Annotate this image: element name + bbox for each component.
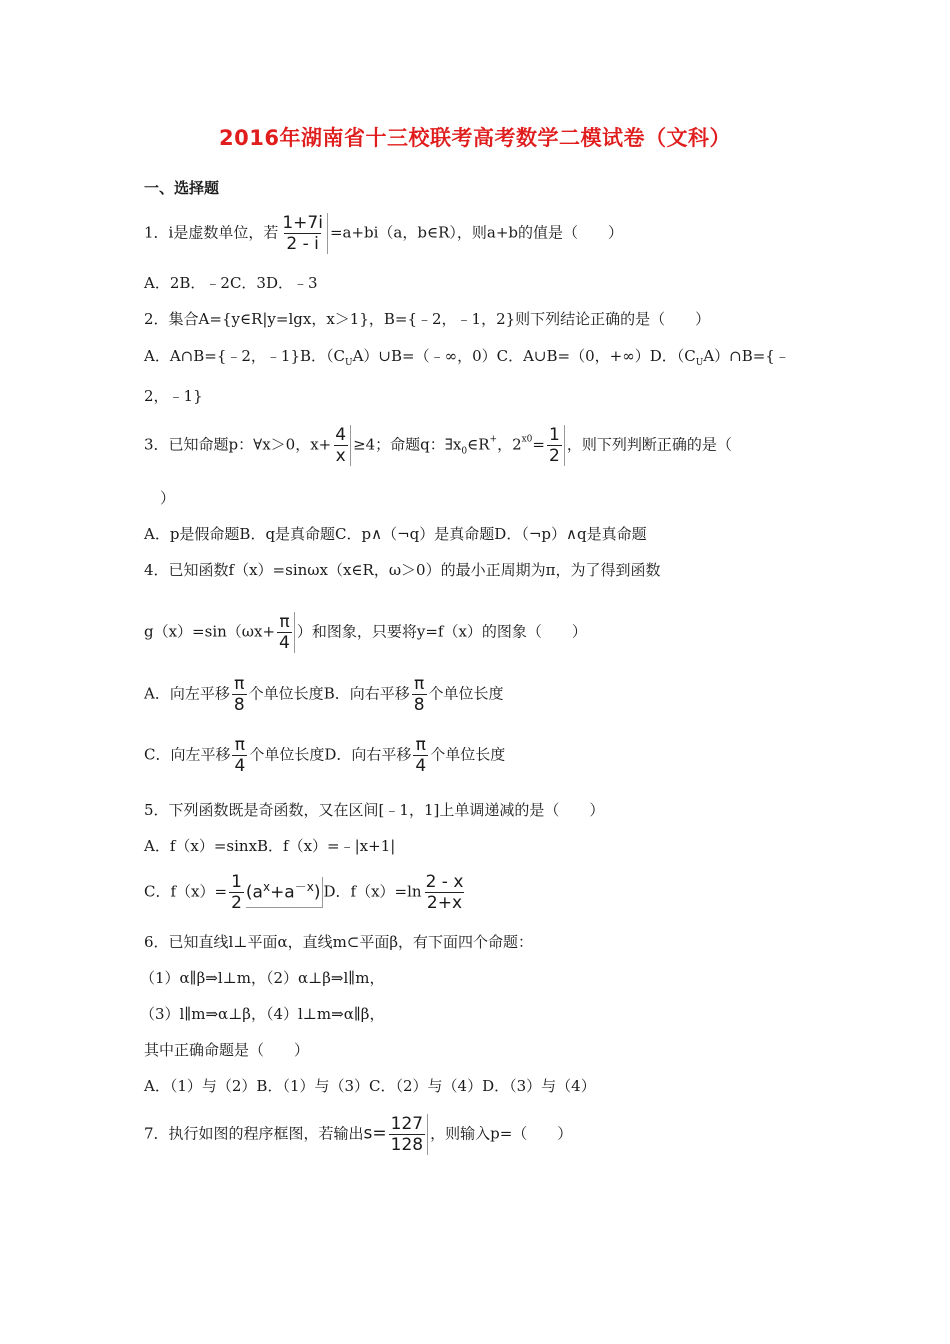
question-6-options: A．（1）与（2）B．（1）与（3）C．（2）与（4）D．（3）与（4）: [144, 1077, 596, 1095]
question-1: 1．i是虚数单位，若 $\frac{1+7i}{2 - i}$ =a+bi（a，b∈R），则a+b的值是（ ）: [144, 213, 623, 254]
question-2: 2．集合A={y∈R|y=lgx，x＞1}，B={﹣2，﹣1，2}则下列结论正确的是（ ）: [144, 310, 711, 328]
question-6-line1: （1）α∥β⇒l⊥m，（2）α⊥β⇒l∥m，: [140, 969, 385, 987]
question-7: 7．执行如图的程序框图，若输出s= $\frac{127}{128}$ ，则输入p=（ ）: [144, 1114, 573, 1155]
fraction: $\frac{\pi}{8}$: [413, 674, 425, 715]
question-4-cont: g（x）=sin（ωx+ $\frac{\pi}{4}$ ）和图象，只要将y=f（x）的图象（ ）: [144, 612, 587, 653]
section-heading: 一、选择题: [144, 179, 220, 197]
fraction: $\frac{4}{x}$: [333, 425, 351, 466]
fraction: $\frac{\pi}{4}$: [415, 735, 427, 776]
fraction: $\frac{1+7i}{2 - i}$: [280, 213, 328, 254]
question-4-options-ab: A．向左平移 $\frac{\pi}{8}$ 个单位长度B．向右平移 $\frac{\pi}{8}$ 个单位长度: [144, 674, 504, 715]
fraction: $\frac{1}{2}$: [231, 872, 242, 913]
question-4: 4．已知函数f（x）=sinωx（x∈R，ω＞0）的最小正周期为π，为了得到函数: [144, 561, 661, 579]
question-5-options-ab: A．f（x）=sinxB．f（x）=﹣|x+1|: [144, 837, 396, 855]
fraction: $\frac{\pi}{4}$: [277, 612, 295, 653]
fraction: $\frac{1}{2}$: [547, 425, 565, 466]
fraction: $\frac{2 - x}{2+x}$: [425, 872, 464, 913]
question-6: 6．已知直线l⊥平面α，直线m⊂平面β，有下面四个命题：: [144, 933, 534, 951]
question-3: 3．已知命题p：∀x＞0，x+ $\frac{4}{x}$ ≥4；命题q：$\exists x_0\in R^+$，$2^{x0}=$ $\frac{1}{2}$ ，则下列判断正确的是（: [144, 425, 732, 466]
question-3-options: A．p是假命题B．q是真命题C．p∧（¬q）是真命题D．（¬p）∧q是真命题: [144, 525, 647, 543]
question-1-options: A．2B．﹣2C．3D．﹣3: [144, 274, 318, 292]
question-2-options-cont: 2，﹣1}: [144, 387, 203, 405]
question-3-close: ）: [160, 489, 176, 507]
fraction: $\frac{\pi}{8}$: [233, 674, 245, 715]
question-5: 5．下列函数既是奇函数，又在区间[﹣1，1]上单调递减的是（ ）: [144, 801, 605, 819]
question-6-line2: （3）l∥m⇒α⊥β，（4）l⊥m⇒α∥β，: [140, 1005, 385, 1023]
question-6-line3: 其中正确命题是（ ）: [144, 1041, 310, 1059]
fraction: $\frac{127}{128}$: [389, 1114, 428, 1155]
question-4-options-cd: C．向左平移 $\frac{\pi}{4}$ 个单位长度D．向右平移 $\frac{\pi}{4}$ 个单位长度: [144, 735, 506, 776]
page-title: 2016年湖南省十三校联考高考数学二模试卷（文科）: [219, 126, 731, 150]
question-5-options-cd: C．f（x）= $\frac{1}{2}$ $(a^x+a^{-x})$ D．f（x）=ln $\frac{2 - x}{2+x}$: [144, 872, 464, 913]
fraction: $\frac{\pi}{4}$: [234, 735, 246, 776]
question-2-options: A．A∩B={﹣2，﹣1}B．$(C_UA)\cup B=(﹣\infty$，0）C．A∪B=（0，+∞）D．$(C_UA)\cap B=\{﹣$: [144, 347, 790, 368]
